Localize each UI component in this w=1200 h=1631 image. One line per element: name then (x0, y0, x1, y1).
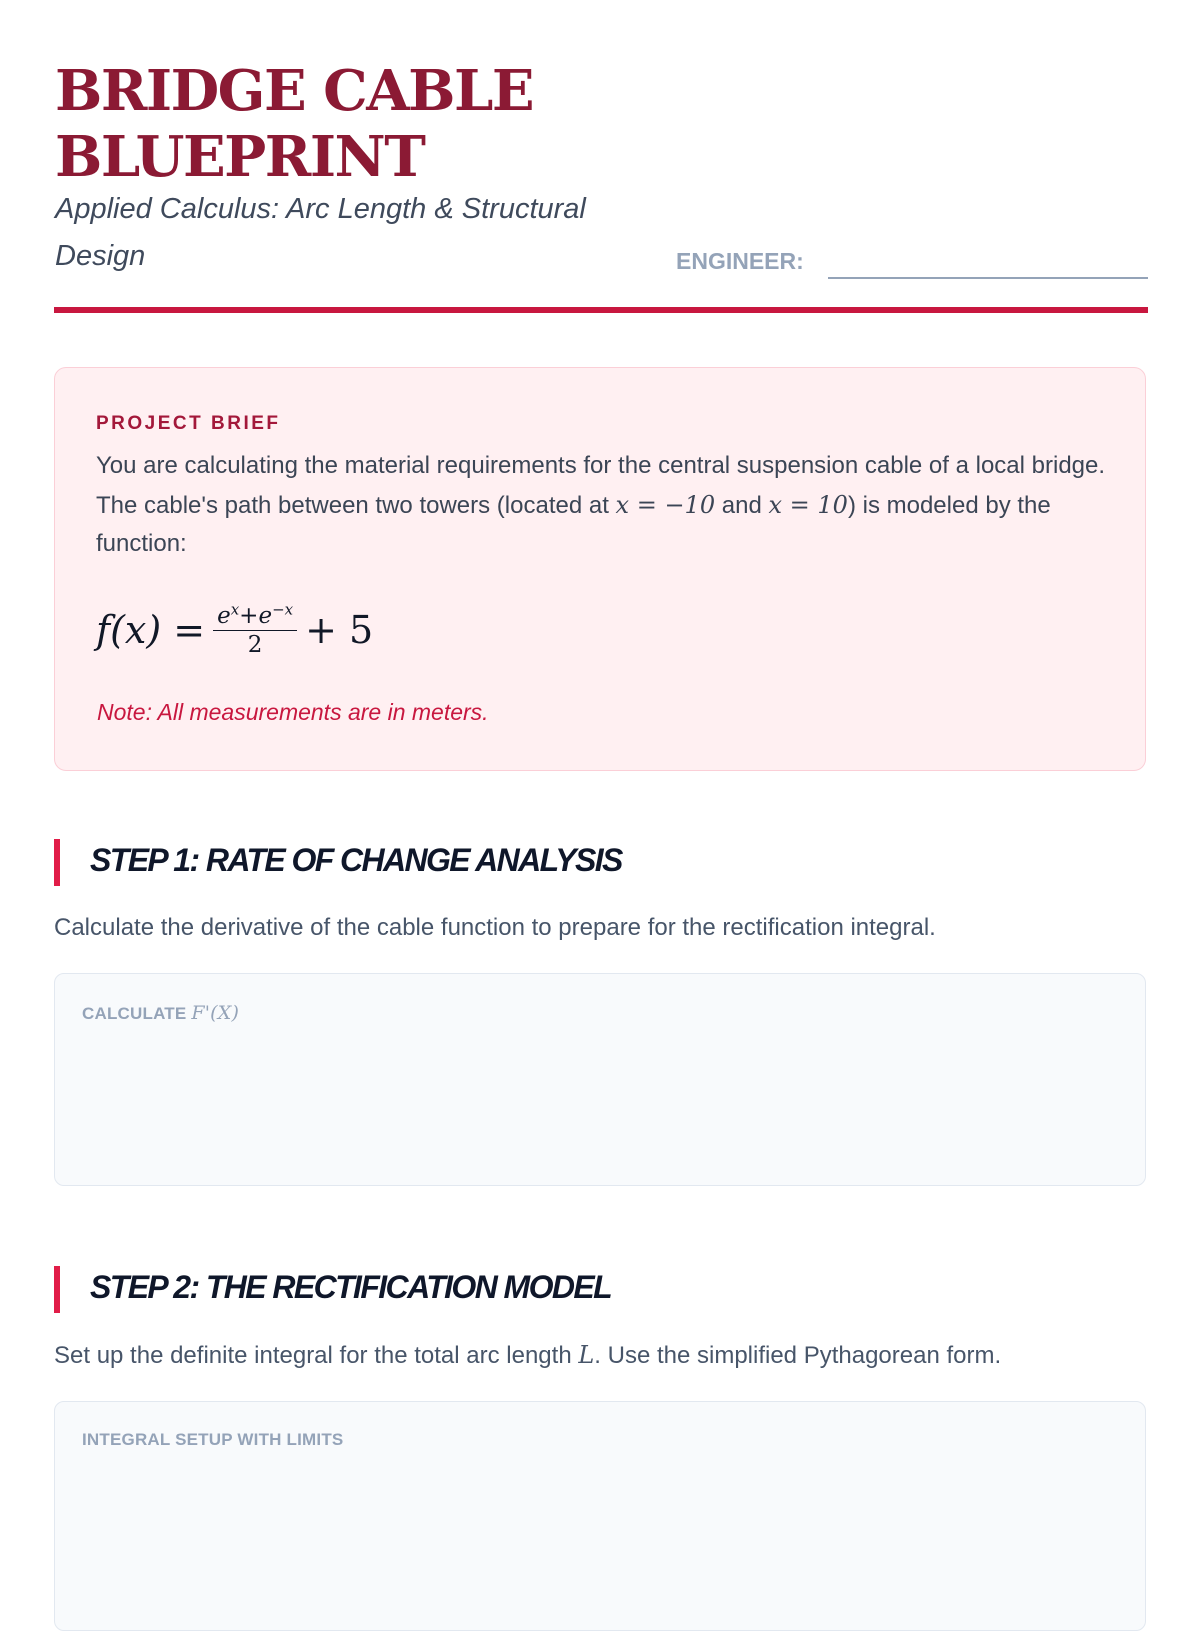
numerator-base: e (217, 602, 231, 629)
step-1-title: STEP 1: RATE OF CHANGE ANALYSIS (90, 842, 622, 878)
step-1-accent-bar (54, 839, 60, 886)
project-brief-card (54, 367, 1146, 771)
step-2-description (54, 1341, 1001, 1370)
tower-right-position: x = 10 (768, 490, 848, 519)
arc-length-variable: L (578, 1341, 595, 1369)
tower-left-position: x = −10 (615, 490, 716, 519)
page-subtitle: Applied Calculus: Arc Length & Structural Design (55, 193, 586, 272)
step-2-title: STEP 2: THE RECTIFICATION MODEL (90, 1269, 612, 1305)
engineer-name-field[interactable] (828, 277, 1148, 279)
brief-heading: PROJECT BRIEF (96, 413, 281, 434)
units-note: Note: All measurements are in meters. (97, 699, 489, 725)
step-1-box-label (82, 1002, 239, 1024)
cable-function-formula (96, 593, 373, 667)
formula-rhs: + 5 (305, 608, 374, 652)
step-1-description: Calculate the derivative of the cable function to prepare for the rectification integral. (54, 914, 936, 941)
header-divider (54, 307, 1148, 313)
step-2-box-label: INTEGRAL SETUP WITH LIMITS (82, 1430, 344, 1449)
engineer-label: ENGINEER: (676, 248, 804, 274)
numerator-negative-exponent: −x (272, 599, 294, 618)
formula-fraction (213, 599, 297, 658)
brief-text-part2: ) is modeled by the function: (96, 491, 1051, 557)
step-2-description-part2: . Use the simplified Pythagorean form. (594, 1342, 1002, 1369)
numerator-plus-term: +e (239, 602, 273, 629)
numerator-exponent: x (230, 599, 240, 618)
step-2-description-part1: Set up the definite integral for the total arc length (54, 1342, 579, 1369)
brief-text-and: and (715, 491, 769, 519)
brief-text-part1: You are calculating the material requirements for the central suspension cable of a local bridge. The cable's path between two towers (located at (96, 452, 1106, 519)
page-title: BRIDGE CABLE BLUEPRINT (55, 58, 534, 190)
step-2-accent-bar (54, 1266, 60, 1313)
step-1-box-label-math: F'(X) (191, 1002, 240, 1024)
formula-denominator: 2 (247, 631, 263, 658)
step-1-answer-box[interactable] (54, 973, 1146, 1186)
formula-lhs: f(x) = (96, 608, 206, 652)
formula-numerator (213, 599, 297, 631)
step-2-answer-box[interactable] (54, 1401, 1146, 1631)
step-1-box-label-text: CALCULATE (82, 1004, 187, 1023)
brief-text (96, 447, 1111, 564)
